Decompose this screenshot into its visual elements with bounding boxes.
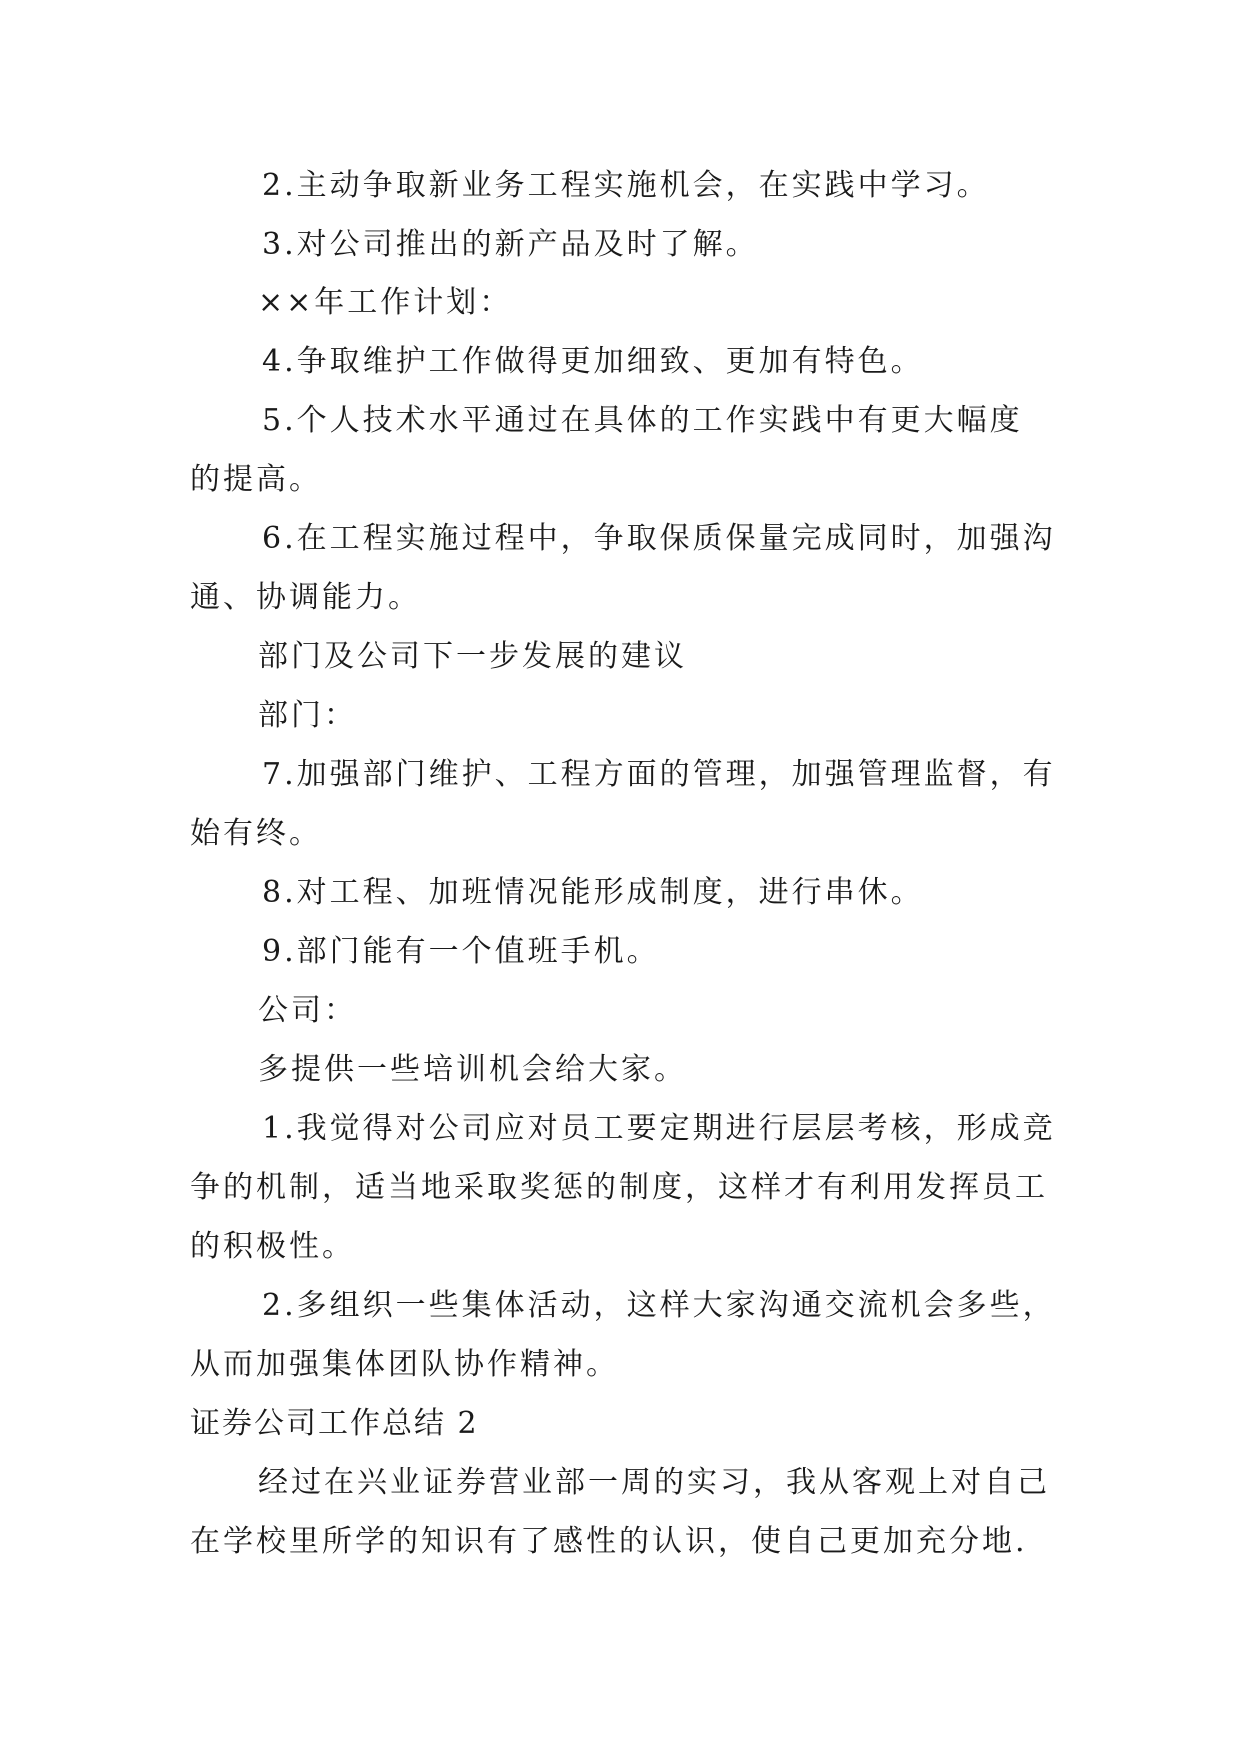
paragraph-line: 通、协调能力。	[190, 580, 421, 615]
paragraph-line: 2.主动争取新业务工程实施机会，在实践中学习。	[262, 168, 990, 203]
paragraph-line: 公司：	[258, 993, 357, 1028]
paragraph-line: 7.加强部门维护、工程方面的管理，加强管理监督，有	[262, 757, 1056, 792]
paragraph-line: 争的机制，适当地采取奖惩的制度，这样才有利用发挥员工	[190, 1170, 1048, 1205]
paragraph-line: 9.部门能有一个值班手机。	[262, 934, 660, 969]
paragraph-line: 的提高。	[190, 462, 322, 497]
paragraph-line: 的积极性。	[190, 1229, 355, 1264]
paragraph-line: ××年工作计划：	[258, 285, 513, 320]
section-heading: 证券公司工作总结 2	[190, 1406, 479, 1441]
paragraph-line: 8.对工程、加班情况能形成制度，进行串休。	[262, 875, 924, 910]
paragraph-line: 4.争取维护工作做得更加细致、更加有特色。	[262, 344, 924, 379]
paragraph-line: 部门：	[258, 698, 357, 733]
paragraph-line: 3.对公司推出的新产品及时了解。	[262, 227, 759, 262]
paragraph-line: 6.在工程实施过程中，争取保质保量完成同时，加强沟	[262, 521, 1056, 556]
paragraph-line: 从而加强集体团队协作精神。	[190, 1347, 619, 1382]
paragraph-line: 在学校里所学的知识有了感性的认识，使自己更加充分地.	[190, 1524, 1028, 1559]
paragraph-line: 5.个人技术水平通过在具体的工作实践中有更大幅度	[262, 403, 1023, 438]
paragraph-line: 始有终。	[190, 816, 322, 851]
paragraph-line: 部门及公司下一步发展的建议	[258, 639, 687, 674]
paragraph-line: 1.我觉得对公司应对员工要定期进行层层考核，形成竞	[262, 1111, 1056, 1146]
paragraph-line: 多提供一些培训机会给大家。	[258, 1052, 687, 1087]
paragraph-line: 经过在兴业证券营业部一周的实习，我从客观上对自己	[258, 1465, 1050, 1500]
paragraph-line: 2.多组织一些集体活动，这样大家沟通交流机会多些，	[262, 1288, 1056, 1323]
